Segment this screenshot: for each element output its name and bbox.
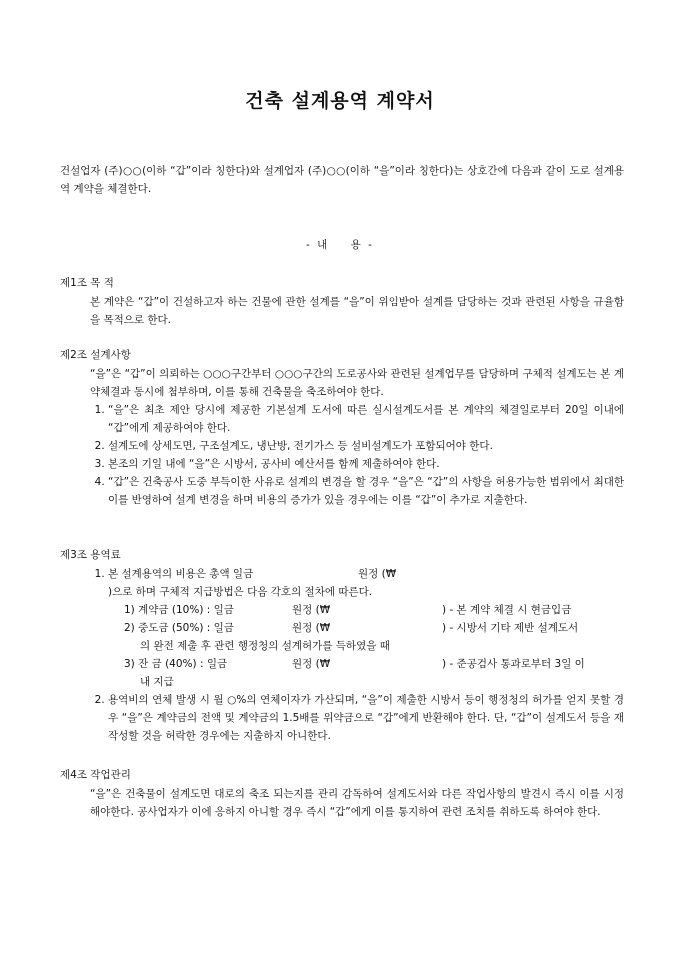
article-2 [60,346,624,509]
list-item: 3. 본조의 기일 내에 “을”은 시방서, 공사비 예산서를 함께 제출하여야 한다. [108,455,624,473]
document-title: 건축 설계용역 계약서 [245,90,435,112]
list-item: 2. 용역비의 연체 발생 시 월 ○%의 연체이자가 가산되며, “을”이 제출한 시방서 등이 행정청의 허가를 얻지 못할 경우 “을”은 계약금의 전액 및 계약금의 1.5배를 위약금으로 “갑”에게 반환해야 한다. 단, “갑”이 설계도서 등을 재작성할 것을 허락한 경우에는 지출하지 아니한다. [108,691,624,745]
payment-row [124,655,624,673]
payment-row [124,601,624,619]
article-3 [60,546,624,745]
payment-schedule [108,601,624,691]
article-1-body: 본 계약은 “갑”이 건설하고자 하는 건물에 관한 설계를 “을”이 위임받아 설계를 담당하는 것과 관련된 사항을 규율함을 목적으로 한다. [90,296,624,326]
article-1-title: 제1조 목 적 [60,277,114,289]
article-3-items [60,565,624,745]
total-fee-won: 원정 (₩ [358,568,397,580]
article-3-title: 제3조 용역료 [60,549,121,561]
list-item: 4. “갑”은 건축공사 도중 부득이한 사유로 설계의 변경을 할 경우 “을”은 “갑”의 사항을 허용가능한 범위에서 최대한 이를 반영하여 설계 변경을 하며 비용의 증가가 있을 경우에는 이를 “갑”이 추가로 지출한다. [108,473,624,509]
content-heading: - 내 용 - [306,239,374,251]
article-1 [60,274,624,329]
payment-label: 3) 잔 금 (40%) : 일금 [124,658,228,670]
list-item: 1. “을”은 최초 제안 당시에 제공한 기본설계 도서에 따른 실시설계도서를 본 계약의 체결일로부터 20일 이내에 “갑”에게 제공하여야 한다. [108,401,624,437]
payment-label: 2) 중도금 (50%) : 일금 [124,622,234,634]
article-4-body: “을”은 건축물이 설계도면 대로의 축조 되는지를 관리 감독하여 설계도서와 다른 작업사항의 발견시 즉시 이를 시정해야한다. 공사업자가 이에 응하지 아니할 경우 즉시 “갑”에게 이를 통지하여 관련 조치를 취하도록 하여야 한다. [90,788,624,818]
total-fee-label: 1. 본 설계용역의 비용은 총액 일금 [108,568,254,580]
article-4-title: 제4조 작업관리 [60,769,131,781]
total-fee-method: )으로 하며 구체적 지급방법은 다음 각호의 절차에 따른다. [108,586,373,598]
article-2-items [60,401,624,509]
payment-won: 원정 (₩ [292,622,331,634]
list-item: 2. 설계도에 상세도면, 구조설계도, 냉난방, 전기가스 등 설비설계도가 포함되어야 한다. [108,437,624,455]
article-2-title: 제2조 설계사항 [60,349,131,361]
list-item [108,565,624,691]
payment-condition: ) - 본 계약 체결 시 현금입금 [442,604,572,616]
payment-won: 원정 (₩ [292,658,331,670]
payment-label: 1) 계약금 (10%) : 일금 [124,604,234,616]
payment-condition-cont: 내 지급 [140,676,174,688]
payment-condition: ) - 시방서 기타 제반 설계도서 [442,622,579,634]
article-4 [60,766,624,821]
payment-row [124,619,624,637]
intro-paragraph: 건설업자 (주)○○(이하 “갑”이라 칭한다)와 설계업자 (주)○○(이하 “을”이라 칭한다)는 상호간에 다음과 같이 도로 설계용역 계약을 체결한다. [60,165,624,195]
article-2-body: “을”은 “갑”이 의뢰하는 ○○○구간부터 ○○○구간의 도로공사와 관련된 설계업무를 담당하며 구체적 설계도는 본 계약체결과 동시에 첨부하며, 이를 통해 건축물을 축조하여야 한다. [90,368,624,398]
payment-won: 원정 (₩ [292,604,331,616]
payment-condition-cont: 의 완전 제출 후 관련 행정청의 설계허가를 득하였을 때 [140,640,390,652]
payment-condition: ) - 준공검사 통과로부터 3일 이 [442,658,585,670]
total-fee-row [108,565,624,583]
